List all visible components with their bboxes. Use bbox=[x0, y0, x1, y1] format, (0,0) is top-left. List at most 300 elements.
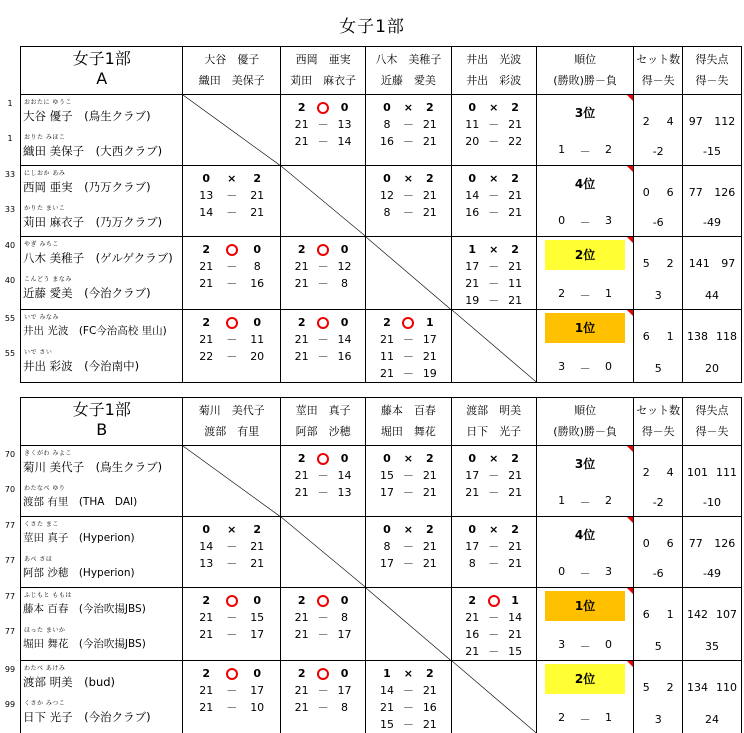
sets-lost: 0 bbox=[253, 594, 262, 607]
page-title: 女子1部 bbox=[339, 17, 405, 37]
score-for: 20 bbox=[465, 135, 480, 148]
points-won: 97 bbox=[688, 115, 703, 128]
win-circle-icon bbox=[317, 668, 329, 680]
header-player-1: 渡部 明美 bbox=[466, 404, 522, 417]
sets-lost: 2 bbox=[511, 243, 519, 256]
game-score bbox=[291, 133, 355, 150]
dash: － bbox=[488, 277, 500, 290]
player-name: 八木 美稚子 (ゲルゲクラブ) bbox=[23, 251, 173, 265]
sets-cell bbox=[634, 237, 683, 310]
player-furigana: ふじもと ももは bbox=[24, 592, 72, 599]
pair-cell bbox=[4, 310, 183, 383]
match-result bbox=[366, 446, 450, 501]
sets-won: 2 bbox=[383, 316, 391, 329]
match-cell bbox=[451, 166, 536, 237]
points-won: 77 bbox=[688, 186, 703, 199]
match-result bbox=[366, 95, 450, 150]
score-for: 8 bbox=[468, 557, 476, 570]
sets-lost: 0 bbox=[340, 316, 349, 329]
game-score bbox=[376, 555, 440, 572]
result-mark bbox=[219, 314, 245, 331]
sets-won-total: 0 bbox=[642, 537, 650, 550]
loss-cross-icon: × bbox=[227, 523, 237, 536]
dash: － bbox=[402, 333, 414, 346]
player-name: 莖田 真子 (Hyperion) bbox=[23, 532, 135, 544]
header-pair-3 bbox=[366, 398, 451, 446]
score-against: 21 bbox=[250, 189, 265, 202]
game-score bbox=[291, 275, 355, 292]
dash: － bbox=[317, 469, 329, 482]
loss-cross-icon: × bbox=[403, 452, 413, 465]
match-summary bbox=[376, 170, 440, 187]
sets-diff: -2 bbox=[652, 145, 664, 158]
dash: － bbox=[488, 645, 500, 658]
points-values bbox=[683, 257, 741, 270]
pair-row bbox=[21, 166, 742, 237]
sets-lost: 2 bbox=[425, 667, 434, 680]
sets-won: 2 bbox=[202, 316, 211, 329]
player bbox=[4, 623, 182, 658]
sets-values bbox=[634, 537, 682, 550]
score-against: 21 bbox=[422, 469, 437, 482]
player bbox=[4, 696, 182, 731]
match-result bbox=[281, 95, 365, 150]
game-score bbox=[462, 555, 526, 572]
score-for: 21 bbox=[199, 277, 214, 290]
score-for: 21 bbox=[294, 486, 309, 499]
sets-won: 0 bbox=[468, 523, 477, 536]
match-cell bbox=[366, 446, 451, 517]
sets-diff: -6 bbox=[652, 216, 664, 229]
result-mark bbox=[398, 314, 419, 331]
pair-cell bbox=[4, 237, 183, 310]
score-against: 15 bbox=[250, 611, 265, 624]
points-cell bbox=[683, 517, 742, 588]
seed-number: 33 bbox=[4, 205, 16, 214]
header-player-1: 菊川 美代子 bbox=[198, 404, 265, 417]
match-cell bbox=[451, 237, 536, 310]
score-for: 17 bbox=[379, 486, 394, 499]
score-against: 14 bbox=[337, 469, 352, 482]
player bbox=[4, 272, 182, 307]
wins: 0 bbox=[558, 565, 566, 578]
diagonal-line bbox=[452, 310, 536, 382]
player bbox=[4, 517, 182, 552]
score-for: 21 bbox=[199, 333, 214, 346]
sets-lost: 2 bbox=[253, 172, 262, 185]
dash: － bbox=[402, 206, 414, 219]
pair-cell bbox=[4, 166, 183, 237]
sets-won: 2 bbox=[202, 667, 211, 680]
pair-row bbox=[21, 588, 742, 661]
dash: － bbox=[488, 206, 500, 219]
dash: － bbox=[226, 189, 238, 202]
dash: － bbox=[317, 277, 329, 290]
score-for: 19 bbox=[465, 294, 480, 307]
points-diff: -49 bbox=[703, 567, 722, 580]
dash: － bbox=[402, 540, 414, 553]
match-summary bbox=[193, 241, 269, 258]
header-player-1: 井出 光波 bbox=[466, 53, 522, 66]
player-name: 井出 光波 (FC今治高校 里山) bbox=[23, 325, 167, 337]
game-score bbox=[291, 258, 355, 275]
dash: － bbox=[579, 362, 591, 375]
dash: － bbox=[226, 277, 238, 290]
sets-won: 0 bbox=[468, 101, 477, 114]
corner-marker bbox=[627, 310, 633, 316]
win-circle-icon bbox=[317, 317, 329, 329]
score-against: 21 bbox=[508, 260, 523, 273]
header-stat-label: セット数 bbox=[636, 404, 681, 417]
dash: － bbox=[488, 260, 500, 273]
score-against: 8 bbox=[341, 701, 349, 714]
score-against: 14 bbox=[508, 611, 523, 624]
pair-row bbox=[21, 661, 742, 733]
dash: － bbox=[226, 350, 238, 363]
sets-values bbox=[634, 466, 682, 479]
dash: － bbox=[488, 118, 500, 131]
points-won: 138 bbox=[687, 330, 709, 343]
points-cell bbox=[683, 446, 742, 517]
match-cell bbox=[451, 95, 536, 166]
sets-values bbox=[634, 115, 682, 128]
score-against: 12 bbox=[337, 260, 352, 273]
score-against: 21 bbox=[422, 486, 437, 499]
match-cell bbox=[183, 517, 280, 588]
points-diff: -49 bbox=[703, 216, 722, 229]
player-furigana: くさか みつこ bbox=[24, 700, 66, 707]
self-cell bbox=[366, 237, 451, 310]
loss-cross-icon: × bbox=[489, 243, 499, 256]
game-score bbox=[193, 275, 269, 292]
sets-lost: 2 bbox=[425, 101, 434, 114]
header-pair-3 bbox=[366, 47, 451, 95]
match-cell bbox=[183, 310, 280, 383]
sets-cell bbox=[634, 310, 683, 383]
sets-won: 2 bbox=[297, 316, 306, 329]
game-score bbox=[376, 116, 440, 133]
rank-badge: 1位 bbox=[545, 591, 625, 621]
game-score bbox=[291, 699, 355, 716]
self-cell bbox=[451, 661, 536, 733]
win-loss bbox=[537, 143, 633, 159]
player-furigana: わたべ あけみ bbox=[24, 665, 66, 672]
result-mark bbox=[219, 592, 245, 609]
match-result bbox=[366, 166, 450, 221]
player-furigana: おおたに ゆうこ bbox=[24, 99, 72, 106]
player bbox=[4, 345, 182, 380]
pair-cell bbox=[4, 661, 183, 733]
seed-number: 99 bbox=[4, 665, 16, 674]
player-name: 近藤 愛美 (今治クラブ) bbox=[23, 286, 151, 300]
points-won: 101 bbox=[687, 466, 709, 479]
player-furigana: きくがわ みよこ bbox=[24, 450, 72, 457]
score-against: 17 bbox=[337, 628, 352, 641]
dash: － bbox=[402, 367, 414, 380]
match-summary bbox=[376, 665, 440, 682]
group-letter: A bbox=[96, 69, 108, 88]
group-name: 女子1部 bbox=[72, 49, 131, 68]
points-cell bbox=[683, 166, 742, 237]
score-against: 20 bbox=[250, 350, 265, 363]
score-against: 14 bbox=[337, 333, 352, 346]
rank-badge: 4位 bbox=[574, 177, 596, 191]
loss-cross-icon: × bbox=[489, 101, 499, 114]
sets-lost: 1 bbox=[425, 316, 434, 329]
sets-values bbox=[634, 186, 682, 199]
pair-row bbox=[21, 517, 742, 588]
score-against: 11 bbox=[250, 333, 265, 346]
dash: － bbox=[579, 289, 591, 302]
dash: － bbox=[226, 333, 238, 346]
sets-won: 0 bbox=[468, 452, 477, 465]
game-score bbox=[193, 538, 269, 555]
score-against: 21 bbox=[422, 118, 437, 131]
corner-marker bbox=[627, 588, 633, 594]
sets-values bbox=[634, 330, 682, 343]
pair-row bbox=[21, 310, 742, 383]
score-against: 15 bbox=[508, 645, 523, 658]
match-summary bbox=[462, 450, 526, 467]
header-player-2: 苅田 麻衣子 bbox=[290, 74, 357, 87]
score-against: 21 bbox=[422, 684, 437, 697]
game-score bbox=[193, 626, 269, 643]
score-for: 22 bbox=[199, 350, 214, 363]
dash: － bbox=[317, 684, 329, 697]
score-for: 21 bbox=[465, 611, 480, 624]
points-lost: 126 bbox=[714, 186, 736, 199]
win-circle-icon bbox=[317, 102, 329, 114]
dash: － bbox=[488, 294, 500, 307]
result-mark bbox=[219, 521, 245, 538]
result-mark bbox=[312, 450, 333, 467]
game-score bbox=[193, 682, 269, 699]
match-result bbox=[183, 237, 279, 292]
pair-row bbox=[21, 446, 742, 517]
dash: － bbox=[226, 540, 238, 553]
score-against: 17 bbox=[337, 684, 352, 697]
points-diff: 44 bbox=[705, 289, 720, 302]
player-name: 阿部 沙穂 (Hyperion) bbox=[23, 567, 135, 579]
sets-won: 2 bbox=[297, 667, 306, 680]
header-player-2: 阿部 沙穂 bbox=[295, 425, 351, 438]
dash: － bbox=[226, 628, 238, 641]
diagonal-line bbox=[366, 237, 450, 309]
header-player-1: 西岡 亜実 bbox=[295, 53, 351, 66]
sets-cell bbox=[634, 588, 683, 661]
header-stat-label: 順位 bbox=[574, 404, 597, 417]
game-score bbox=[291, 626, 355, 643]
score-for: 14 bbox=[465, 189, 480, 202]
header-stat-1 bbox=[536, 47, 633, 95]
points-diff: 24 bbox=[705, 713, 720, 726]
losses: 0 bbox=[605, 360, 613, 373]
pair-row bbox=[21, 95, 742, 166]
wins: 2 bbox=[558, 711, 566, 724]
score-for: 15 bbox=[379, 718, 394, 731]
dash: － bbox=[488, 135, 500, 148]
player bbox=[4, 237, 182, 272]
points-lost: 118 bbox=[716, 330, 738, 343]
score-against: 8 bbox=[341, 611, 349, 624]
sets-values bbox=[634, 681, 682, 694]
result-mark bbox=[483, 170, 504, 187]
rank-cell bbox=[536, 166, 633, 237]
header-pair-1 bbox=[183, 47, 280, 95]
dash: － bbox=[488, 486, 500, 499]
match-result bbox=[366, 310, 450, 382]
game-score bbox=[376, 204, 440, 221]
score-against: 13 bbox=[337, 486, 352, 499]
player-furigana: やぎ みちこ bbox=[24, 241, 59, 248]
losses: 1 bbox=[605, 711, 613, 724]
loss-cross-icon: × bbox=[489, 172, 499, 185]
points-lost: 110 bbox=[716, 681, 738, 694]
header-player-2: 堀田 舞花 bbox=[380, 425, 436, 438]
sets-lost-total: 4 bbox=[666, 466, 674, 479]
loss-cross-icon: × bbox=[403, 101, 413, 114]
result-mark bbox=[312, 241, 333, 258]
win-circle-icon bbox=[226, 244, 238, 256]
sets-lost-total: 1 bbox=[666, 330, 674, 343]
sets-lost: 0 bbox=[253, 243, 262, 256]
score-against: 21 bbox=[422, 718, 437, 731]
game-score bbox=[291, 609, 355, 626]
match-result bbox=[183, 661, 279, 716]
sets-lost: 2 bbox=[425, 523, 434, 536]
sets-won: 0 bbox=[383, 172, 391, 185]
sets-lost-total: 1 bbox=[666, 608, 674, 621]
result-mark bbox=[483, 241, 504, 258]
dash: － bbox=[226, 684, 238, 697]
score-against: 21 bbox=[508, 118, 523, 131]
dash: － bbox=[226, 701, 238, 714]
sets-lost: 2 bbox=[511, 172, 519, 185]
dash: － bbox=[226, 557, 238, 570]
losses: 2 bbox=[605, 143, 613, 156]
game-score bbox=[291, 467, 355, 484]
sets-won: 0 bbox=[383, 523, 391, 536]
player bbox=[4, 552, 182, 587]
dash: － bbox=[226, 206, 238, 219]
score-for: 17 bbox=[465, 540, 480, 553]
header-stat-label: セット数 bbox=[636, 53, 681, 66]
dash: － bbox=[488, 628, 500, 641]
match-summary bbox=[291, 592, 355, 609]
score-for: 21 bbox=[465, 486, 480, 499]
game-score bbox=[193, 187, 269, 204]
match-summary bbox=[291, 665, 355, 682]
match-cell bbox=[183, 661, 280, 733]
score-for: 21 bbox=[199, 611, 214, 624]
player-furigana: わたなべ ゆり bbox=[24, 485, 66, 492]
sets-won: 2 bbox=[297, 594, 306, 607]
match-result bbox=[452, 237, 536, 309]
match-cell bbox=[451, 446, 536, 517]
game-score bbox=[376, 467, 440, 484]
points-values bbox=[683, 537, 741, 550]
sets-diff: 5 bbox=[654, 640, 662, 653]
header-pair-1 bbox=[183, 398, 280, 446]
match-summary bbox=[291, 241, 355, 258]
header-player-2: 日下 光子 bbox=[466, 425, 522, 438]
score-for: 21 bbox=[294, 701, 309, 714]
score-for: 21 bbox=[465, 277, 480, 290]
match-cell bbox=[451, 588, 536, 661]
corner-marker bbox=[627, 446, 633, 452]
seed-number: 77 bbox=[4, 592, 16, 601]
result-mark bbox=[312, 665, 333, 682]
sets-lost-total: 2 bbox=[666, 257, 674, 270]
win-circle-icon bbox=[317, 244, 329, 256]
game-score bbox=[462, 538, 526, 555]
score-against: 21 bbox=[508, 540, 523, 553]
header-stat-label: 順位 bbox=[574, 53, 597, 66]
sets-cell bbox=[634, 166, 683, 237]
rank-badge: 2位 bbox=[545, 664, 625, 694]
points-diff: 35 bbox=[705, 640, 720, 653]
match-result bbox=[452, 446, 536, 501]
dash: － bbox=[317, 260, 329, 273]
match-cell bbox=[183, 588, 280, 661]
match-summary bbox=[376, 521, 440, 538]
score-for: 21 bbox=[294, 611, 309, 624]
player bbox=[7, 130, 182, 165]
score-against: 21 bbox=[508, 189, 523, 202]
match-summary bbox=[291, 450, 355, 467]
score-for: 8 bbox=[383, 206, 391, 219]
header-stat-3 bbox=[683, 47, 742, 95]
diagonal-line bbox=[183, 95, 279, 165]
self-cell bbox=[366, 588, 451, 661]
sets-won-total: 5 bbox=[642, 681, 650, 694]
player bbox=[4, 310, 182, 345]
score-for: 8 bbox=[383, 540, 391, 553]
game-score bbox=[462, 275, 526, 292]
points-cell bbox=[683, 237, 742, 310]
score-against: 21 bbox=[508, 469, 523, 482]
losses: 3 bbox=[605, 565, 613, 578]
result-mark bbox=[398, 521, 419, 538]
loss-cross-icon: × bbox=[403, 523, 413, 536]
diagonal-line bbox=[183, 446, 279, 516]
player-furigana: いで みなみ bbox=[24, 314, 59, 321]
seed-number: 40 bbox=[4, 241, 16, 250]
pair-row bbox=[21, 237, 742, 310]
header-stat-1 bbox=[536, 398, 633, 446]
corner-marker bbox=[627, 237, 633, 243]
match-cell bbox=[366, 661, 451, 733]
group-a-table bbox=[4, 46, 742, 383]
self-cell bbox=[183, 95, 280, 166]
dash: － bbox=[579, 145, 591, 158]
sets-lost-total: 6 bbox=[666, 537, 674, 550]
header-player-2: 織田 美保子 bbox=[198, 74, 265, 87]
score-for: 17 bbox=[465, 469, 480, 482]
diagonal-line bbox=[281, 166, 365, 236]
score-against: 21 bbox=[508, 206, 523, 219]
group-letter: B bbox=[96, 420, 108, 439]
score-for: 8 bbox=[383, 118, 391, 131]
match-result bbox=[452, 166, 536, 221]
sets-won-total: 2 bbox=[642, 115, 650, 128]
losses: 2 bbox=[605, 494, 613, 507]
score-for: 16 bbox=[379, 135, 394, 148]
match-summary bbox=[193, 314, 269, 331]
sets-lost: 2 bbox=[511, 101, 519, 114]
sets-won: 0 bbox=[202, 523, 211, 536]
match-summary bbox=[376, 99, 440, 116]
